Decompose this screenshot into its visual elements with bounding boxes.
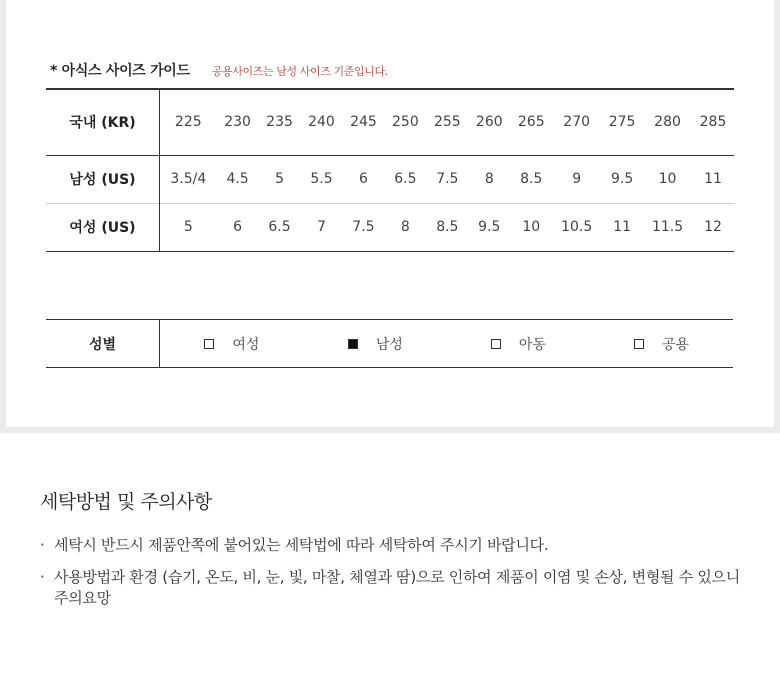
bullet-icon: · [40, 568, 45, 586]
gender-option-label: 아동 [518, 336, 546, 353]
size-cell: 8.5 [436, 219, 459, 235]
gender-option-label: 남성 [375, 336, 403, 353]
gender-label: 성별 [46, 320, 160, 368]
bullet-icon: · [40, 536, 45, 554]
size-cell: 230 [224, 114, 251, 131]
size-cell: 11.5 [651, 219, 684, 235]
gender-row [46, 320, 733, 368]
size-cell: 5 [183, 219, 193, 235]
size-cell: 3.5/4 [170, 171, 207, 187]
size-cell: 7.5 [352, 219, 375, 235]
care-item [40, 567, 740, 609]
size-guide-header [50, 60, 388, 80]
size-cell: 285 [699, 114, 727, 131]
size-cell: 6.5 [268, 219, 291, 235]
size-cell: 6 [233, 219, 243, 235]
gender-option [590, 320, 733, 368]
size-cell: 9.5 [478, 219, 501, 235]
care-item-text: 세탁시 반드시 제품안쪽에 붙어있는 세탁법에 따라 세탁하여 주시기 바랍니다. [54, 536, 549, 554]
size-cell: 9 [572, 171, 582, 187]
size-cell: 5.5 [310, 171, 333, 187]
size-cell: 275 [608, 114, 636, 131]
unchecked-box-icon [204, 339, 214, 349]
size-cell: 255 [433, 114, 461, 131]
gender-table [46, 319, 733, 368]
gender-option-label: 공용 [661, 336, 689, 353]
size-cell: 7 [317, 219, 326, 235]
size-cell: 245 [350, 114, 377, 131]
size-cell: 240 [308, 114, 335, 131]
size-cell: 7.5 [436, 171, 459, 187]
size-row [46, 155, 734, 203]
size-cell: 8 [484, 171, 494, 187]
size-cell: 8 [400, 219, 410, 235]
size-table [46, 88, 734, 252]
size-cell: 280 [654, 114, 681, 131]
size-guide-title: * 아식스 사이즈 가이드 [50, 63, 190, 79]
care-item-text: 사용방법과 환경 (습기, 온도, 비, 눈, 빛, 마찰, 체열과 땀)으로 인하여 제품이 이염 및 손상, 변형될 수 있으니 주의요망 [54, 568, 740, 607]
unchecked-box-icon [491, 339, 501, 349]
care-title: 세탁방법 및 주의사항 [40, 491, 212, 513]
size-cell: 11 [613, 219, 632, 235]
size-cell: 11 [704, 171, 722, 187]
size-cell: 8.5 [520, 171, 543, 187]
size-cell: 12 [704, 219, 722, 235]
checked-box-icon [348, 339, 358, 349]
gender-option [160, 320, 304, 368]
unchecked-box-icon [634, 339, 644, 349]
size-cell: 5 [275, 171, 284, 187]
size-cell: 260 [475, 114, 503, 131]
size-row-label: 여성 (US) [46, 203, 160, 251]
size-cell: 10 [658, 171, 677, 187]
size-cell: 9.5 [610, 171, 634, 187]
size-row [46, 89, 734, 155]
gender-option-label: 여성 [232, 336, 260, 353]
size-cell: 10 [522, 219, 541, 235]
size-row-label: 국내 (KR) [46, 89, 160, 155]
size-cell: 265 [517, 114, 545, 131]
size-guide-note: 공용사이즈는 남성 사이즈 기준입니다. [211, 65, 388, 78]
size-cell: 250 [392, 114, 419, 131]
size-cell: 225 [174, 114, 202, 131]
care-list [40, 535, 740, 620]
size-cell: 235 [266, 114, 293, 131]
gender-option [447, 320, 590, 368]
size-cell: 6 [358, 171, 368, 187]
size-cell: 6.5 [394, 171, 417, 187]
size-cell: 10.5 [561, 219, 593, 235]
size-cell: 270 [563, 114, 591, 131]
gender-option [304, 320, 447, 368]
size-row [46, 203, 734, 251]
size-cell: 4.5 [226, 171, 249, 187]
care-item [40, 535, 740, 556]
size-row-label: 남성 (US) [46, 155, 160, 203]
